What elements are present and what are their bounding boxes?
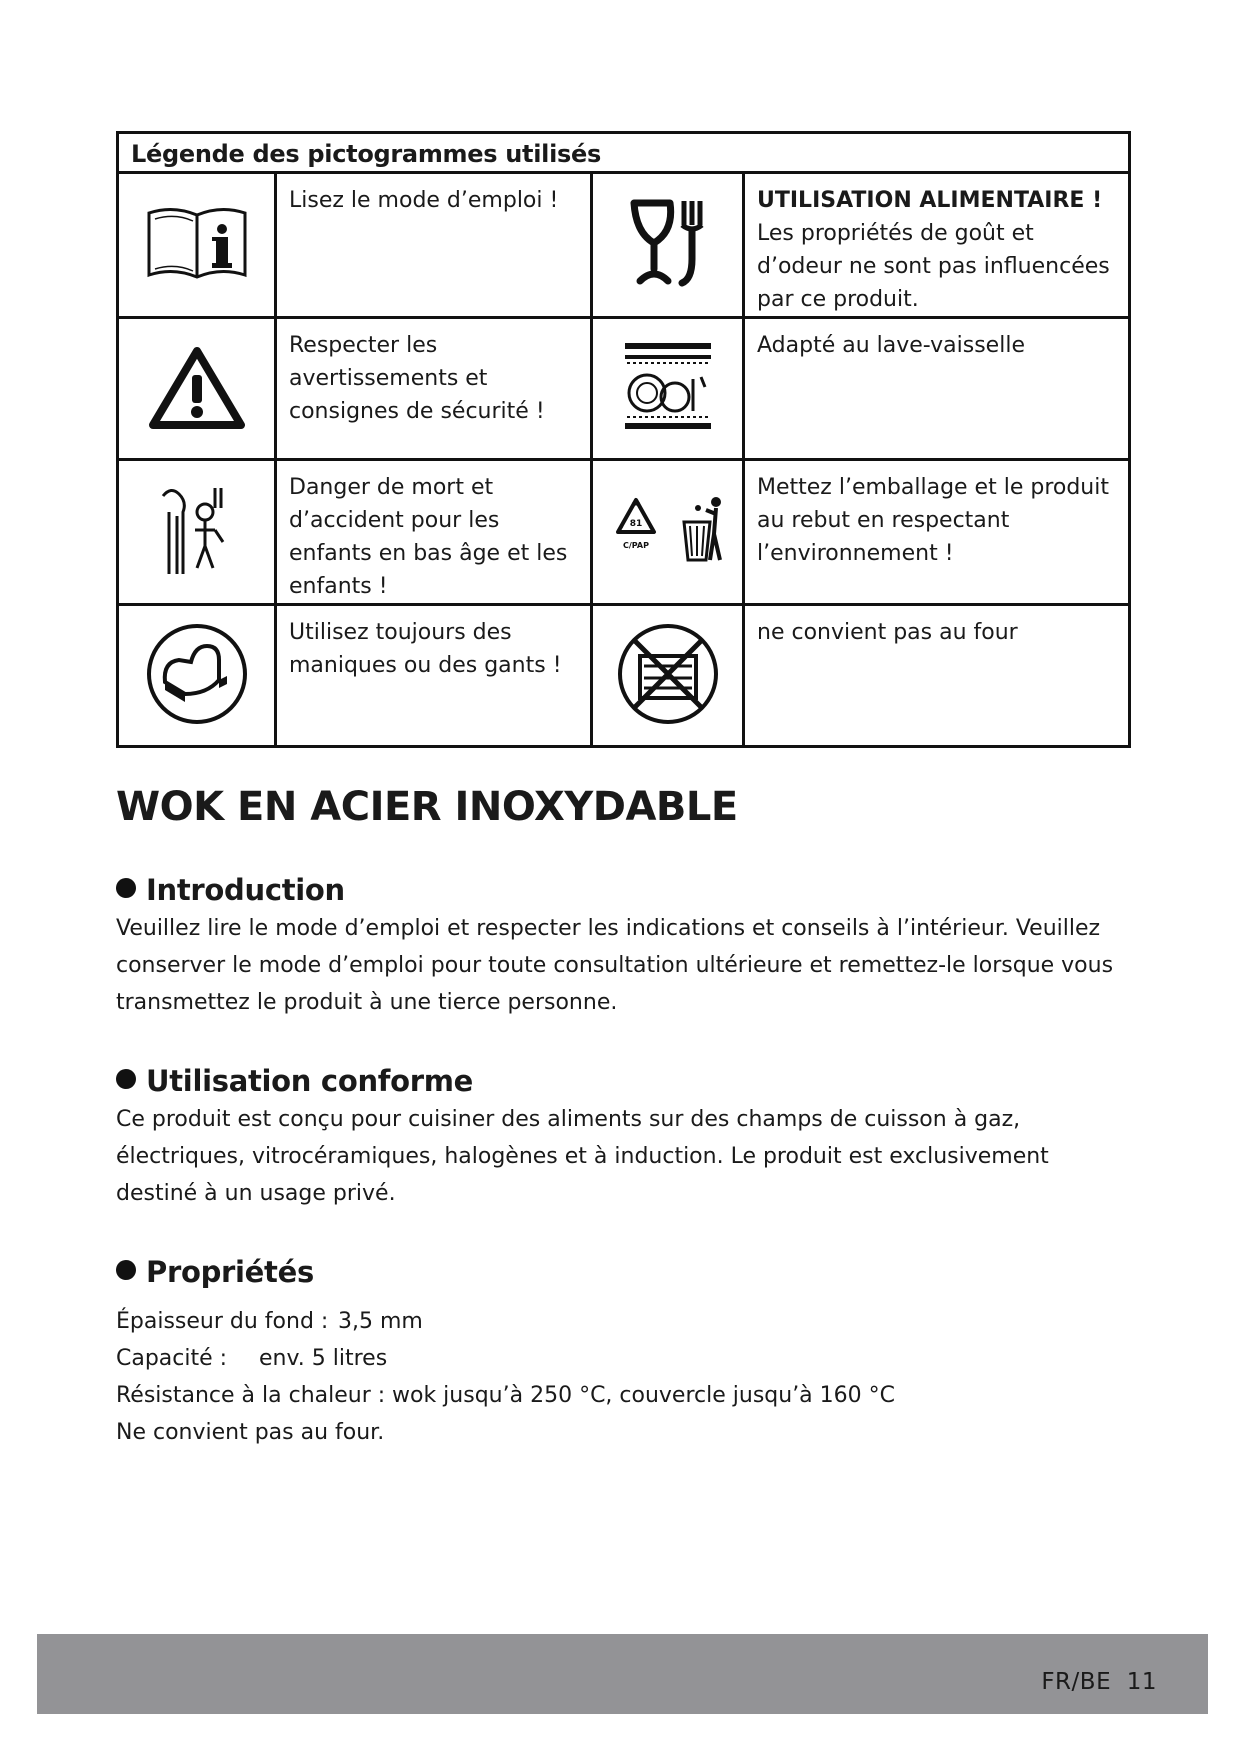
property-row xyxy=(116,1303,895,1340)
property-label: Capacité : xyxy=(116,1346,228,1371)
no-oven-icon xyxy=(616,622,720,726)
legend-text-warnings: Respecter les avertissements et consignes de sécurité ! xyxy=(289,333,545,424)
legend-text-child-danger: Danger de mort et d’accident pour les enfants en bas âge et les enfants ! xyxy=(289,475,568,599)
recycle-bin-icon xyxy=(610,494,726,566)
properties-heading-text: Propriétés xyxy=(146,1255,314,1289)
property-label: Épaisseur du fond : xyxy=(116,1309,329,1334)
legend-text-gloves: Utilisez toujours des maniques ou des gants ! xyxy=(289,620,562,678)
introduction-heading-text: Introduction xyxy=(146,873,345,907)
legend-text-read-manual: Lisez le mode d’emploi ! xyxy=(289,188,559,213)
property-row xyxy=(116,1377,895,1414)
legend-header: Légende des pictogrammes utilisés xyxy=(118,133,1130,173)
recycle-code: C/PAP xyxy=(622,541,649,550)
page-number: FR/BE 11 xyxy=(1041,1669,1157,1695)
glass-fork-food-safe-icon xyxy=(628,197,708,289)
bullet-icon xyxy=(116,1260,136,1280)
document-title: WOK EN ACIER INOXYDABLE xyxy=(116,784,738,830)
property-value: 3,5 mm xyxy=(338,1309,423,1334)
property-note: Ne convient pas au four. xyxy=(116,1420,385,1445)
usage-heading-text: Utilisation conforme xyxy=(146,1064,474,1098)
legend-title-food-use: UTILISATION ALIMENTAIRE ! xyxy=(757,188,1103,213)
bullet-icon xyxy=(116,878,136,898)
legend-text-food-use: Les propriétés de goût et d’odeur ne sont pas influencées par ce produit. xyxy=(757,221,1110,312)
oven-mitt-icon xyxy=(145,622,249,726)
legend-text-disposal: Mettez l’emballage et le produit au rebut en respectant l’environnement ! xyxy=(757,475,1109,566)
recycle-number: 81 xyxy=(629,519,642,529)
introduction-heading xyxy=(116,873,345,907)
properties-list xyxy=(116,1303,895,1451)
properties-heading xyxy=(116,1255,314,1289)
usage-text: Ce produit est conçu pour cuisiner des aliments sur des champs de cuisson à gaz, électriques, vitrocéramiques, halogènes et à induction. Le produit est exclusivement destiné à un usage privé. xyxy=(116,1107,1049,1206)
footer-bar xyxy=(37,1634,1208,1714)
pictogram-legend-table xyxy=(116,131,1131,748)
warning-triangle-icon xyxy=(149,345,245,429)
legend-text-dishwasher: Adapté au lave-vaisselle xyxy=(757,333,1025,358)
legend-text-no-oven: ne convient pas au four xyxy=(757,620,1018,645)
property-row xyxy=(116,1340,895,1377)
bullet-icon xyxy=(116,1069,136,1089)
child-danger-icon xyxy=(157,482,237,578)
introduction-text: Veuillez lire le mode d’emploi et respecter les indications et conseils à l’intérieur. Veuillez conserver le mode d’emploi pour toute consultation ultérieure et remettez-le lorsque vous transmettez le produit à une tierce personne. xyxy=(116,916,1114,1015)
usage-heading xyxy=(116,1064,473,1098)
property-label: Résistance à la chaleur : xyxy=(116,1383,386,1408)
property-value: wok jusqu’à 250 °C, couvercle jusqu’à 160 °C xyxy=(392,1383,896,1408)
dishwasher-icon xyxy=(623,341,713,433)
book-info-icon xyxy=(145,203,249,283)
property-value: env. 5 litres xyxy=(259,1346,388,1371)
